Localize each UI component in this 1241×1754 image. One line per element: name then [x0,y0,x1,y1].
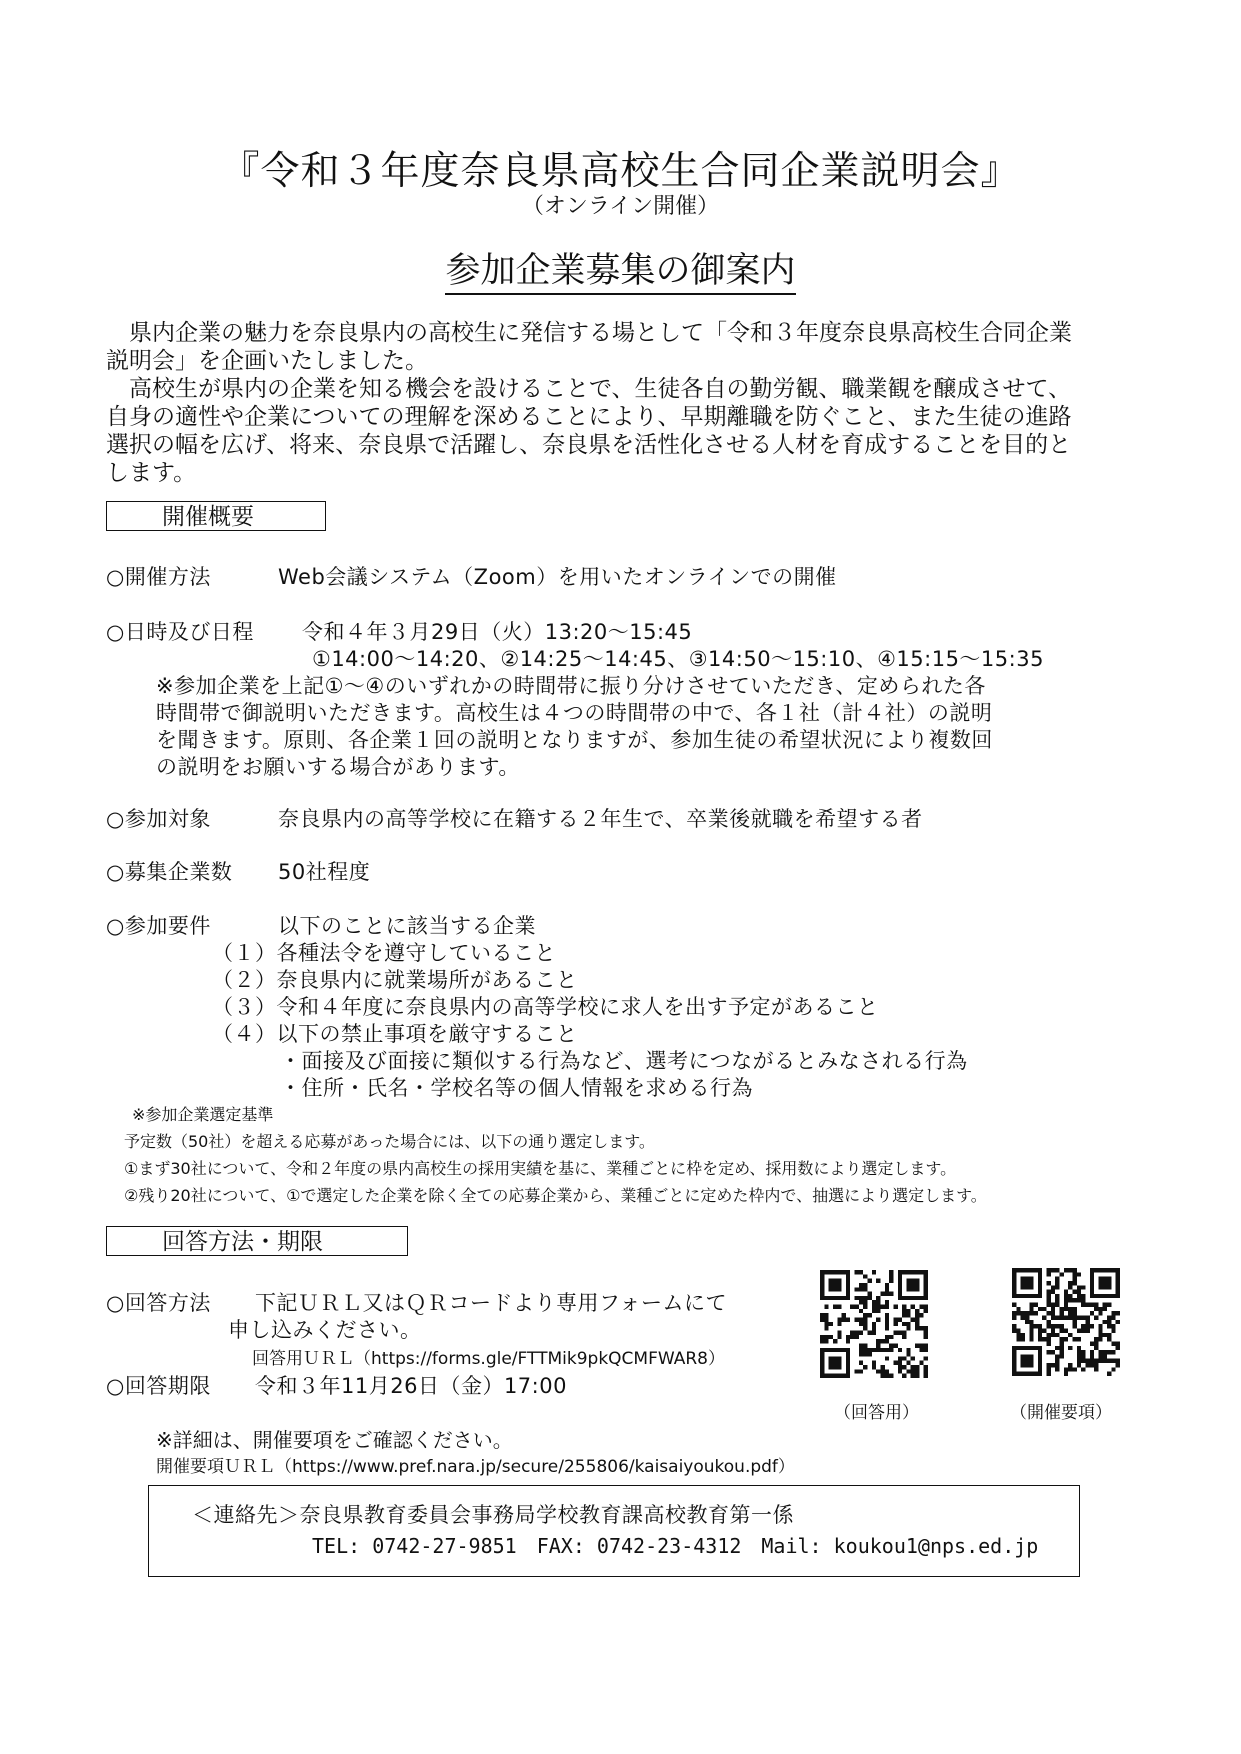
contact-line: ＜連絡先＞奈良県教育委員会事務局学校教育課高校教育第一係 [192,1503,794,1527]
date-value: 令和４年３月29日（火）13:20～15:45 [302,620,693,644]
intro-line: 選択の幅を広げ、将来、奈良県で活躍し、奈良県を活性化させる人材を育成することを目的と [106,432,1072,458]
schedule-note: ※参加企業を上記①～④のいずれかの時間帯に振り分けさせていただき、定められた各 [156,674,986,698]
target-value: 奈良県内の高等学校に在籍する２年生で、卒業後就職を希望する者 [278,807,923,831]
count-value: 50社程度 [278,860,371,884]
intro-line: 県内企業の魅力を奈良県内の高校生に発信する場として「令和３年度奈良県高校生合同企業 [106,320,1072,346]
qr-caption-guidelines: （開催要項） [1010,1403,1112,1423]
intro-line: 説明会」を企画いたしました。 [106,348,428,374]
qr-code-response[interactable] [820,1270,928,1378]
schedule-note: の説明をお願いする場合があります。 [156,755,520,779]
section-overview: 開催概要 [106,501,326,531]
response-method-line: 下記ＵＲＬ又はＱＲコードより専用フォームにて [255,1291,727,1315]
requirement-item: （１）各種法令を遵守していること [212,941,556,965]
criteria-line: 予定数（50社）を超える応募があった場合には、以下の通り選定します。 [124,1132,655,1151]
requirement-item: （２）奈良県内に就業場所があること [212,968,578,992]
deadline-value: 令和３年11月26日（金）17:00 [255,1374,567,1398]
qr-caption-response: （回答用） [834,1403,919,1423]
requirements-value: 以下のことに該当する企業 [278,914,536,938]
detail-note: ※詳細は、開催要項をご確認ください。 [156,1428,513,1452]
response-method-label: ○回答方法 [106,1291,211,1315]
response-url[interactable]: 回答用ＵＲＬ（https://forms.gle/FTTMik9pkQCMFWAR8） [252,1349,726,1369]
schedule-note: 時間帯で御説明いただきます。高校生は４つの時間帯の中で、各１社（計４社）の説明 [156,701,993,725]
time-slots: ①14:00～14:20、②14:25～14:45、③14:50～15:10、④15:15～15:35 [312,647,1044,671]
section-response: 回答方法・期限 [106,1226,408,1256]
qr-code-guidelines[interactable] [1012,1268,1120,1376]
document-subtitle: （オンライン開催） [521,194,720,219]
method-value: Web会議システム（Zoom）を用いたオンラインでの開催 [278,565,837,589]
guidelines-url[interactable]: 開催要項ＵＲＬ（https://www.pref.nara.jp/secure/255806/kaisaiyoukou.pdf） [156,1457,795,1477]
requirements-label: ○参加要件 [106,914,211,938]
deadline-label: ○回答期限 [106,1374,211,1398]
contact-details: TEL: 0742-27-9851 FAX: 0742-23-4312 Mail: koukou1@nps.ed.jp [312,1534,1039,1558]
requirement-item: （４）以下の禁止事項を厳守すること [212,1022,578,1046]
count-label: ○募集企業数 [106,860,233,884]
method-label: ○開催方法 [106,565,211,589]
date-label: ○日時及び日程 [106,620,254,644]
document-title: 『令和３年度奈良県高校生合同企業説明会』 [220,149,1021,194]
heading-text: 参加企業募集の御案内 [445,251,795,295]
criteria-line: ②残り20社について、①で選定した企業を除く全ての応募企業から、業種ごとに定めた枠内で、抽選により選定します。 [124,1186,987,1205]
response-method-line: 申し込みください。 [228,1318,422,1342]
intro-line: します。 [106,460,197,486]
requirement-item: （３）令和４年度に奈良県内の高等学校に求人を出す予定があること [212,995,879,1019]
criteria-line: ①まず30社について、令和２年度の県内高校生の採用実績を基に、業種ごとに枠を定め、採用数により選定します。 [124,1159,957,1178]
criteria-title: ※参加企業選定基準 [132,1105,274,1124]
document-heading [0,243,1241,293]
schedule-note: を聞きます。原則、各企業１回の説明となりますが、参加生徒の希望状況により複数回 [156,728,993,752]
prohibited-item: ・住所・氏名・学校名等の個人情報を求める行為 [280,1076,753,1100]
intro-line: 自身の適性や企業についての理解を深めることにより、早期離職を防ぐこと、また生徒の進路 [106,404,1072,430]
target-label: ○参加対象 [106,807,211,831]
intro-line: 高校生が県内の企業を知る機会を設けることで、生徒各自の勤労観、職業観を醸成させて、 [106,376,1072,402]
prohibited-item: ・面接及び面接に類似する行為など、選考につながるとみなされる行為 [280,1049,968,1073]
